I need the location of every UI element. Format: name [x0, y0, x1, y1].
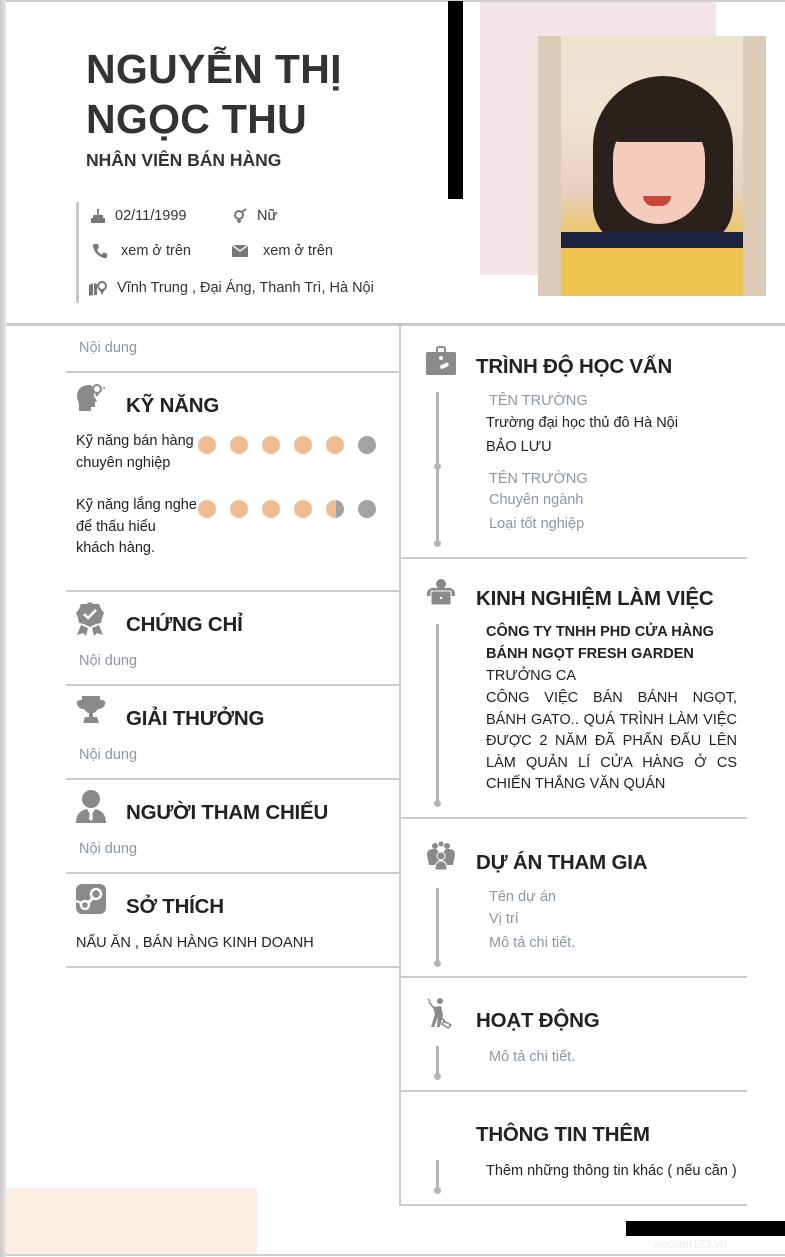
activities-title: HOẠT ĐỘNG	[476, 1009, 600, 1032]
group-people-icon	[426, 841, 458, 873]
education-status-1: BẢO LƯU	[486, 439, 552, 455]
skill-label-2: Kỹ năng lắng nghe để thấu hiểu khách hàng.	[76, 497, 197, 556]
references-title: NGƯỜI THAM CHIẾU	[126, 801, 329, 824]
name-line-2: NGỌC THU	[86, 96, 308, 142]
projects-timeline	[436, 888, 439, 964]
job-description: CÔNG VIỆC BÁN BÁNH NGỌT, BÁNH GATO.. QUÁ TRÌNH LÀM VIỆC ĐƯỢC 2 NĂM ĐÃ PHẤN ĐẤU LÊN LÀM QUẢN LÍ CỬA HÀNG Ở CS CHIẾN THẮNG VĂN QUÁN	[486, 690, 737, 792]
education-title: TRÌNH ĐỘ HỌC VẤN	[476, 355, 673, 378]
phone-icon	[91, 242, 109, 260]
job-position: TRƯỞNG CA	[486, 668, 577, 684]
rating-dot-filled	[262, 500, 280, 518]
rating-dot-filled	[294, 436, 312, 454]
contact-email	[231, 242, 333, 260]
school-name-1: Trường đại học thủ đô Hà Nội	[486, 415, 678, 431]
certificates-title: CHỨNG CHỈ	[126, 613, 243, 636]
column-separator	[399, 326, 401, 1206]
rating-dot-empty	[358, 500, 376, 518]
section-divider	[66, 590, 400, 592]
certificates-content: Nội dung	[79, 653, 138, 669]
section-divider	[66, 778, 400, 780]
contact-info	[76, 202, 376, 303]
awards-content: Nội dung	[79, 747, 138, 763]
certificate-badge-icon	[75, 601, 107, 633]
name-line-1: NGUYỄN THỊ	[86, 46, 342, 92]
map-pin-icon	[89, 279, 107, 297]
references-content: Nội dung	[79, 841, 138, 857]
rating-dot-empty	[358, 436, 376, 454]
hobbies-content: NẤU ĂN , BÁN HÀNG KINH DOANH	[76, 935, 314, 951]
additional-info-content: Thêm những thông tin khác ( nếu cần )	[486, 1163, 737, 1179]
project-description: Mô tả chi tiết.	[489, 935, 576, 951]
timeline-dot	[434, 540, 441, 547]
experience-timeline	[436, 624, 439, 804]
section-divider	[66, 371, 400, 373]
projects-title: DỰ ÁN THAM GIA	[476, 851, 648, 874]
contact-birthday	[89, 207, 187, 225]
person-tie-icon	[75, 789, 107, 821]
envelope-icon	[231, 242, 249, 260]
profile-photo	[538, 36, 766, 296]
contact-address	[89, 279, 374, 297]
section-divider	[401, 1204, 747, 1206]
major-2: Chuyên ngành	[489, 492, 584, 508]
rating-dot-half	[326, 500, 344, 518]
project-role: Vị trí	[489, 911, 519, 927]
decorative-black-bar	[448, 1, 463, 199]
rating-dot-filled	[230, 500, 248, 518]
grade-2: Loại tốt nghiệp	[489, 516, 585, 532]
section-divider	[66, 966, 400, 968]
page-left-edge	[0, 0, 6, 1257]
trophy-icon	[75, 695, 107, 727]
gender-value: Nữ	[257, 208, 278, 224]
email-value: xem ở trên	[263, 243, 333, 259]
project-name: Tên dự án	[489, 889, 556, 905]
rating-dot-filled	[326, 436, 344, 454]
objective-content: Nội dung	[79, 340, 138, 356]
birthday-value: 02/11/1999	[115, 208, 187, 224]
decorative-peach-block	[6, 1188, 257, 1254]
candidate-name	[86, 44, 342, 144]
section-divider	[66, 872, 400, 874]
experience-title: KINH NGHIỆM LÀM VIỆC	[476, 587, 714, 610]
activities-description: Mô tả chi tiết.	[489, 1049, 576, 1065]
birthday-cake-icon	[89, 207, 107, 225]
timeline-dot	[434, 960, 441, 967]
company-name-line-1: CÔNG TY TNHH PHD CỬA HÀNG	[486, 624, 714, 640]
skills-title: KỸ NĂNG	[126, 394, 220, 417]
watermark: vieclam123.vn	[653, 1239, 727, 1251]
briefcase-icon	[426, 346, 458, 378]
header-divider	[6, 323, 785, 326]
skill-label-1: Kỹ năng bán hàng chuyên nghiệp	[76, 433, 194, 471]
company-name-line-2: BÁNH NGỌT FRESH GARDEN	[486, 646, 694, 662]
timeline-dot	[434, 1073, 441, 1080]
rating-dot-filled	[198, 436, 216, 454]
section-divider	[401, 1090, 747, 1092]
address-value: Vĩnh Trung , Đại Áng, Thanh Trì, Hà Nội	[117, 280, 374, 296]
timeline-dot	[434, 800, 441, 807]
decorative-black-bar-bottom	[626, 1221, 785, 1236]
section-divider	[401, 557, 747, 559]
section-divider	[401, 976, 747, 978]
rating-dot-filled	[198, 500, 216, 518]
timeline-dot	[434, 1187, 441, 1194]
contact-phone	[91, 242, 191, 260]
contact-gender	[231, 207, 277, 225]
photo-collar	[561, 232, 743, 248]
awards-title: GIẢI THƯỞNG	[126, 707, 265, 730]
worker-laptop-icon	[426, 578, 458, 610]
section-divider	[66, 684, 400, 686]
additional-info-title: THÔNG TIN THÊM	[476, 1123, 650, 1146]
section-divider	[401, 817, 747, 819]
timeline-dot	[434, 463, 441, 470]
page-bottom-border	[6, 1254, 785, 1256]
school-label-1: TÊN TRƯỜNG	[489, 393, 588, 409]
phone-value: xem ở trên	[121, 243, 191, 259]
rating-dot-filled	[294, 500, 312, 518]
school-label-2: TÊN TRƯỜNG	[489, 471, 588, 487]
rating-dot-filled	[262, 436, 280, 454]
head-lightbulb-icon	[75, 381, 107, 413]
rating-dot-filled	[230, 436, 248, 454]
gender-icon	[231, 207, 249, 225]
steam-gear-icon	[75, 883, 107, 915]
job-title: NHÂN VIÊN BÁN HÀNG	[86, 150, 282, 170]
photo-image	[561, 36, 743, 296]
volunteer-sweep-icon	[426, 997, 458, 1029]
hobbies-title: SỞ THÍCH	[126, 895, 224, 918]
